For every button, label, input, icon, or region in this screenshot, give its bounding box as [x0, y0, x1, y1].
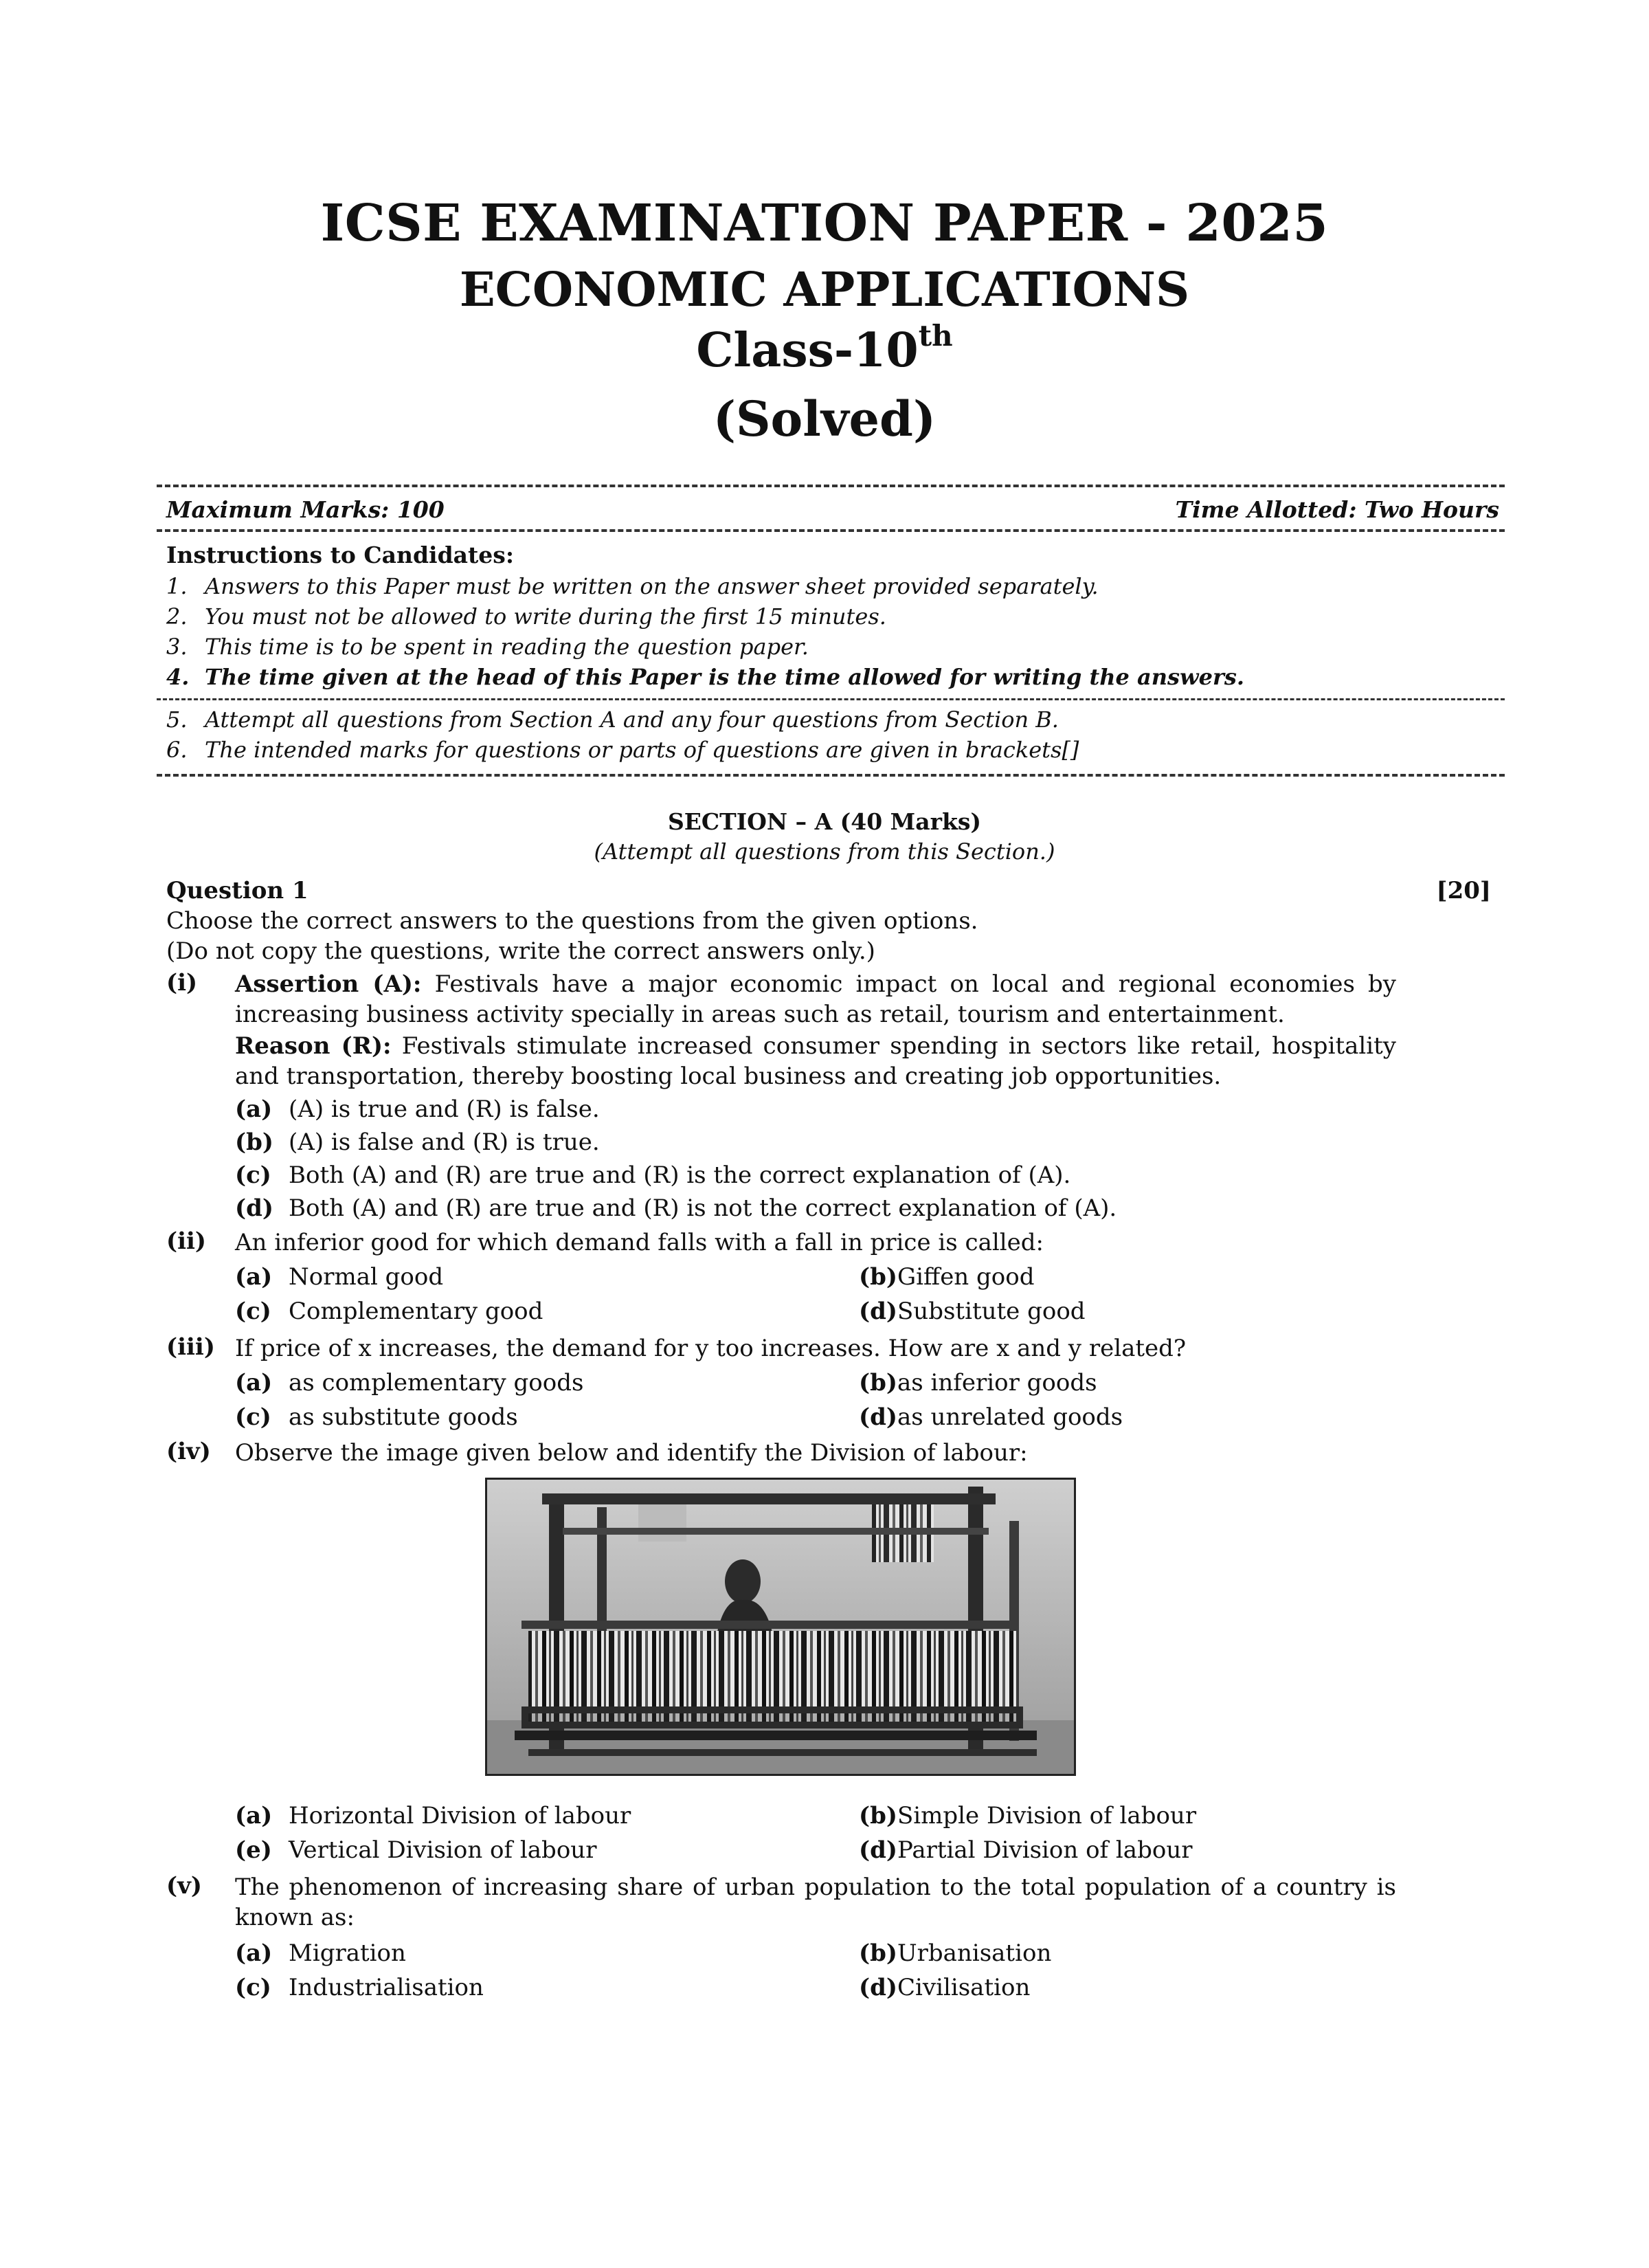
option: (b)Simple Division of labour — [859, 1802, 1197, 1830]
option: (c) Industrialisation — [235, 1974, 484, 2001]
option: (a) Horizontal Division of labour — [235, 1802, 631, 1830]
instruction-item: 1. Answers to this Paper must be written on the answer sheet provided separately. — [166, 573, 1099, 599]
instruction-item: 2. You must not be allowed to write during the first 15 minutes. — [166, 603, 886, 630]
option: (c) Complementary good — [235, 1298, 543, 1325]
subquestion-number: (i) — [166, 969, 198, 997]
question-marks: [20] — [1436, 877, 1491, 904]
divider — [157, 529, 1505, 532]
subquestion-number: (ii) — [166, 1227, 207, 1255]
max-marks: Maximum Marks: 100 — [166, 496, 445, 523]
class-superscript: th — [918, 319, 953, 353]
subquestion-number: (iv) — [166, 1438, 211, 1465]
loom-illustration — [487, 1480, 1074, 1774]
option: (d)as unrelated goods — [859, 1403, 1123, 1431]
option: (a) Migration — [235, 1939, 406, 1967]
instruction-item: 5. Attempt all questions from Section A and any four questions from Section B. — [166, 707, 1059, 733]
class-title — [0, 319, 1649, 378]
option: (c) as substitute goods — [235, 1403, 518, 1431]
question-text: Observe the image given below and identify the Division of labour: — [235, 1439, 1028, 1467]
option: (b)as inferior goods — [859, 1369, 1097, 1397]
question-text: If price of x increases, the demand for y too increases. How are x and y related? — [235, 1335, 1187, 1362]
assertion-label: Assertion (A): — [235, 970, 422, 998]
question-intro: (Do not copy the questions, write the correct answers only.) — [166, 937, 875, 965]
question-text: The phenomenon of increasing share of urban population to the total population of a country is known as: — [235, 1874, 1396, 1931]
instruction-item: 6. The intended marks for questions or parts of questions are given in brackets[] — [166, 737, 1079, 763]
option: (b)Urbanisation — [859, 1939, 1052, 1967]
reason-text: Reason (R): Festivals stimulate increased consumer spending in sectors like retail, hospitality and transportation, thereby boosting local business and creating job opportunities. — [235, 1032, 1396, 1090]
meta-row — [166, 496, 1499, 523]
subquestion-number: (v) — [166, 1872, 202, 1900]
option: (e) Vertical Division of labour — [235, 1836, 597, 1864]
instruction-item: 4. The time given at the head of this Paper is the time allowed for writing the answers. — [166, 664, 1244, 690]
solved-label: (Solved) — [713, 390, 936, 447]
question-intro: Choose the correct answers to the questions from the given options. — [166, 907, 978, 935]
time-allotted: Time Allotted: Two Hours — [1175, 496, 1499, 523]
instructions-heading: Instructions to Candidates: — [166, 542, 515, 568]
section-subtitle: (Attempt all questions from this Section.) — [594, 838, 1055, 865]
divider — [157, 698, 1505, 700]
divider — [157, 774, 1505, 777]
paper-title: ICSE EXAMINATION PAPER - 2025 — [320, 194, 1329, 253]
assertion-text: Assertion (A): Festivals have a major economic impact on local and regional economies by increasing business activity specially in areas such as retail, tourism and entertainment. — [235, 970, 1396, 1028]
class-prefix: Class-10 — [696, 323, 919, 378]
option: (a) Normal good — [235, 1263, 444, 1291]
question-title: Question 1 — [166, 877, 309, 904]
divider — [157, 485, 1505, 487]
question-text: An inferior good for which demand falls with a fall in price is called: — [235, 1229, 1044, 1256]
section-title: SECTION – A (40 Marks) — [667, 808, 982, 835]
subquestion-number: (iii) — [166, 1333, 215, 1361]
subject-title: ECONOMIC APPLICATIONS — [459, 263, 1190, 318]
option: (d)Partial Division of labour — [859, 1836, 1193, 1864]
handloom-weaving-photo — [485, 1478, 1076, 1776]
option: (b) (A) is false and (R) is true. — [235, 1129, 600, 1156]
option: (b)Giffen good — [859, 1263, 1035, 1291]
reason-label: Reason (R): — [235, 1032, 392, 1060]
option: (a) (A) is true and (R) is false. — [235, 1096, 600, 1123]
instruction-item: 3. This time is to be spent in reading the question paper. — [166, 634, 809, 660]
option: (c) Both (A) and (R) are true and (R) is the correct explanation of (A). — [235, 1161, 1071, 1189]
option: (d)Civilisation — [859, 1974, 1031, 2001]
option: (d) Both (A) and (R) are true and (R) is not the correct explanation of (A). — [235, 1194, 1117, 1222]
option: (d)Substitute good — [859, 1298, 1086, 1325]
option: (a) as complementary goods — [235, 1369, 584, 1397]
